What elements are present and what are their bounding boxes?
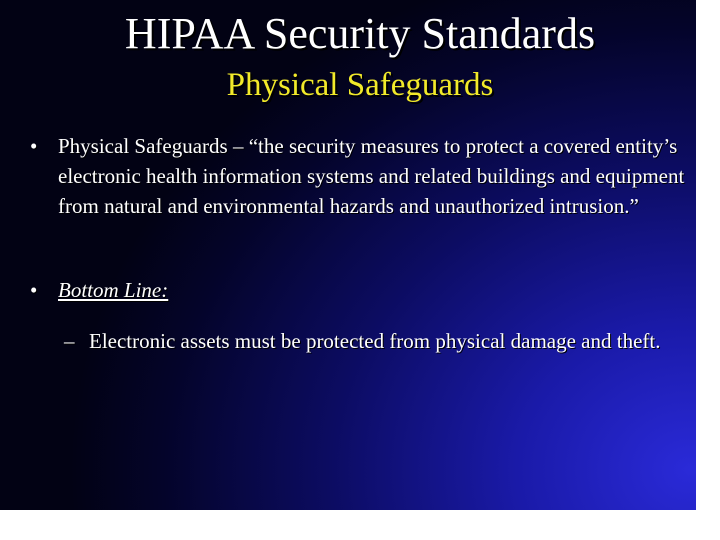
- sub-bullet-marker: –: [64, 329, 75, 353]
- sub-bullet-text: Electronic assets must be protected from physical damage and theft.: [89, 329, 661, 353]
- bullet-item-definition: [30, 131, 690, 255]
- slide-subtitle: Physical Safeguards: [226, 67, 494, 103]
- slide-title: HIPAA Security Standards: [124, 9, 596, 58]
- bullet-marker: •: [30, 278, 38, 302]
- sub-bullet-item: [64, 326, 694, 390]
- bullet-text: Bottom Line:: [58, 278, 169, 302]
- bullet-item-bottom-line: [30, 275, 690, 307]
- bullet-text: Physical Safeguards – “the security measures to protect a covered entity’s electronic health information systems and related buildings and equipment from natural and environmental hazards and unauthorized intrusion.”: [58, 134, 685, 218]
- bullet-marker: •: [30, 134, 38, 158]
